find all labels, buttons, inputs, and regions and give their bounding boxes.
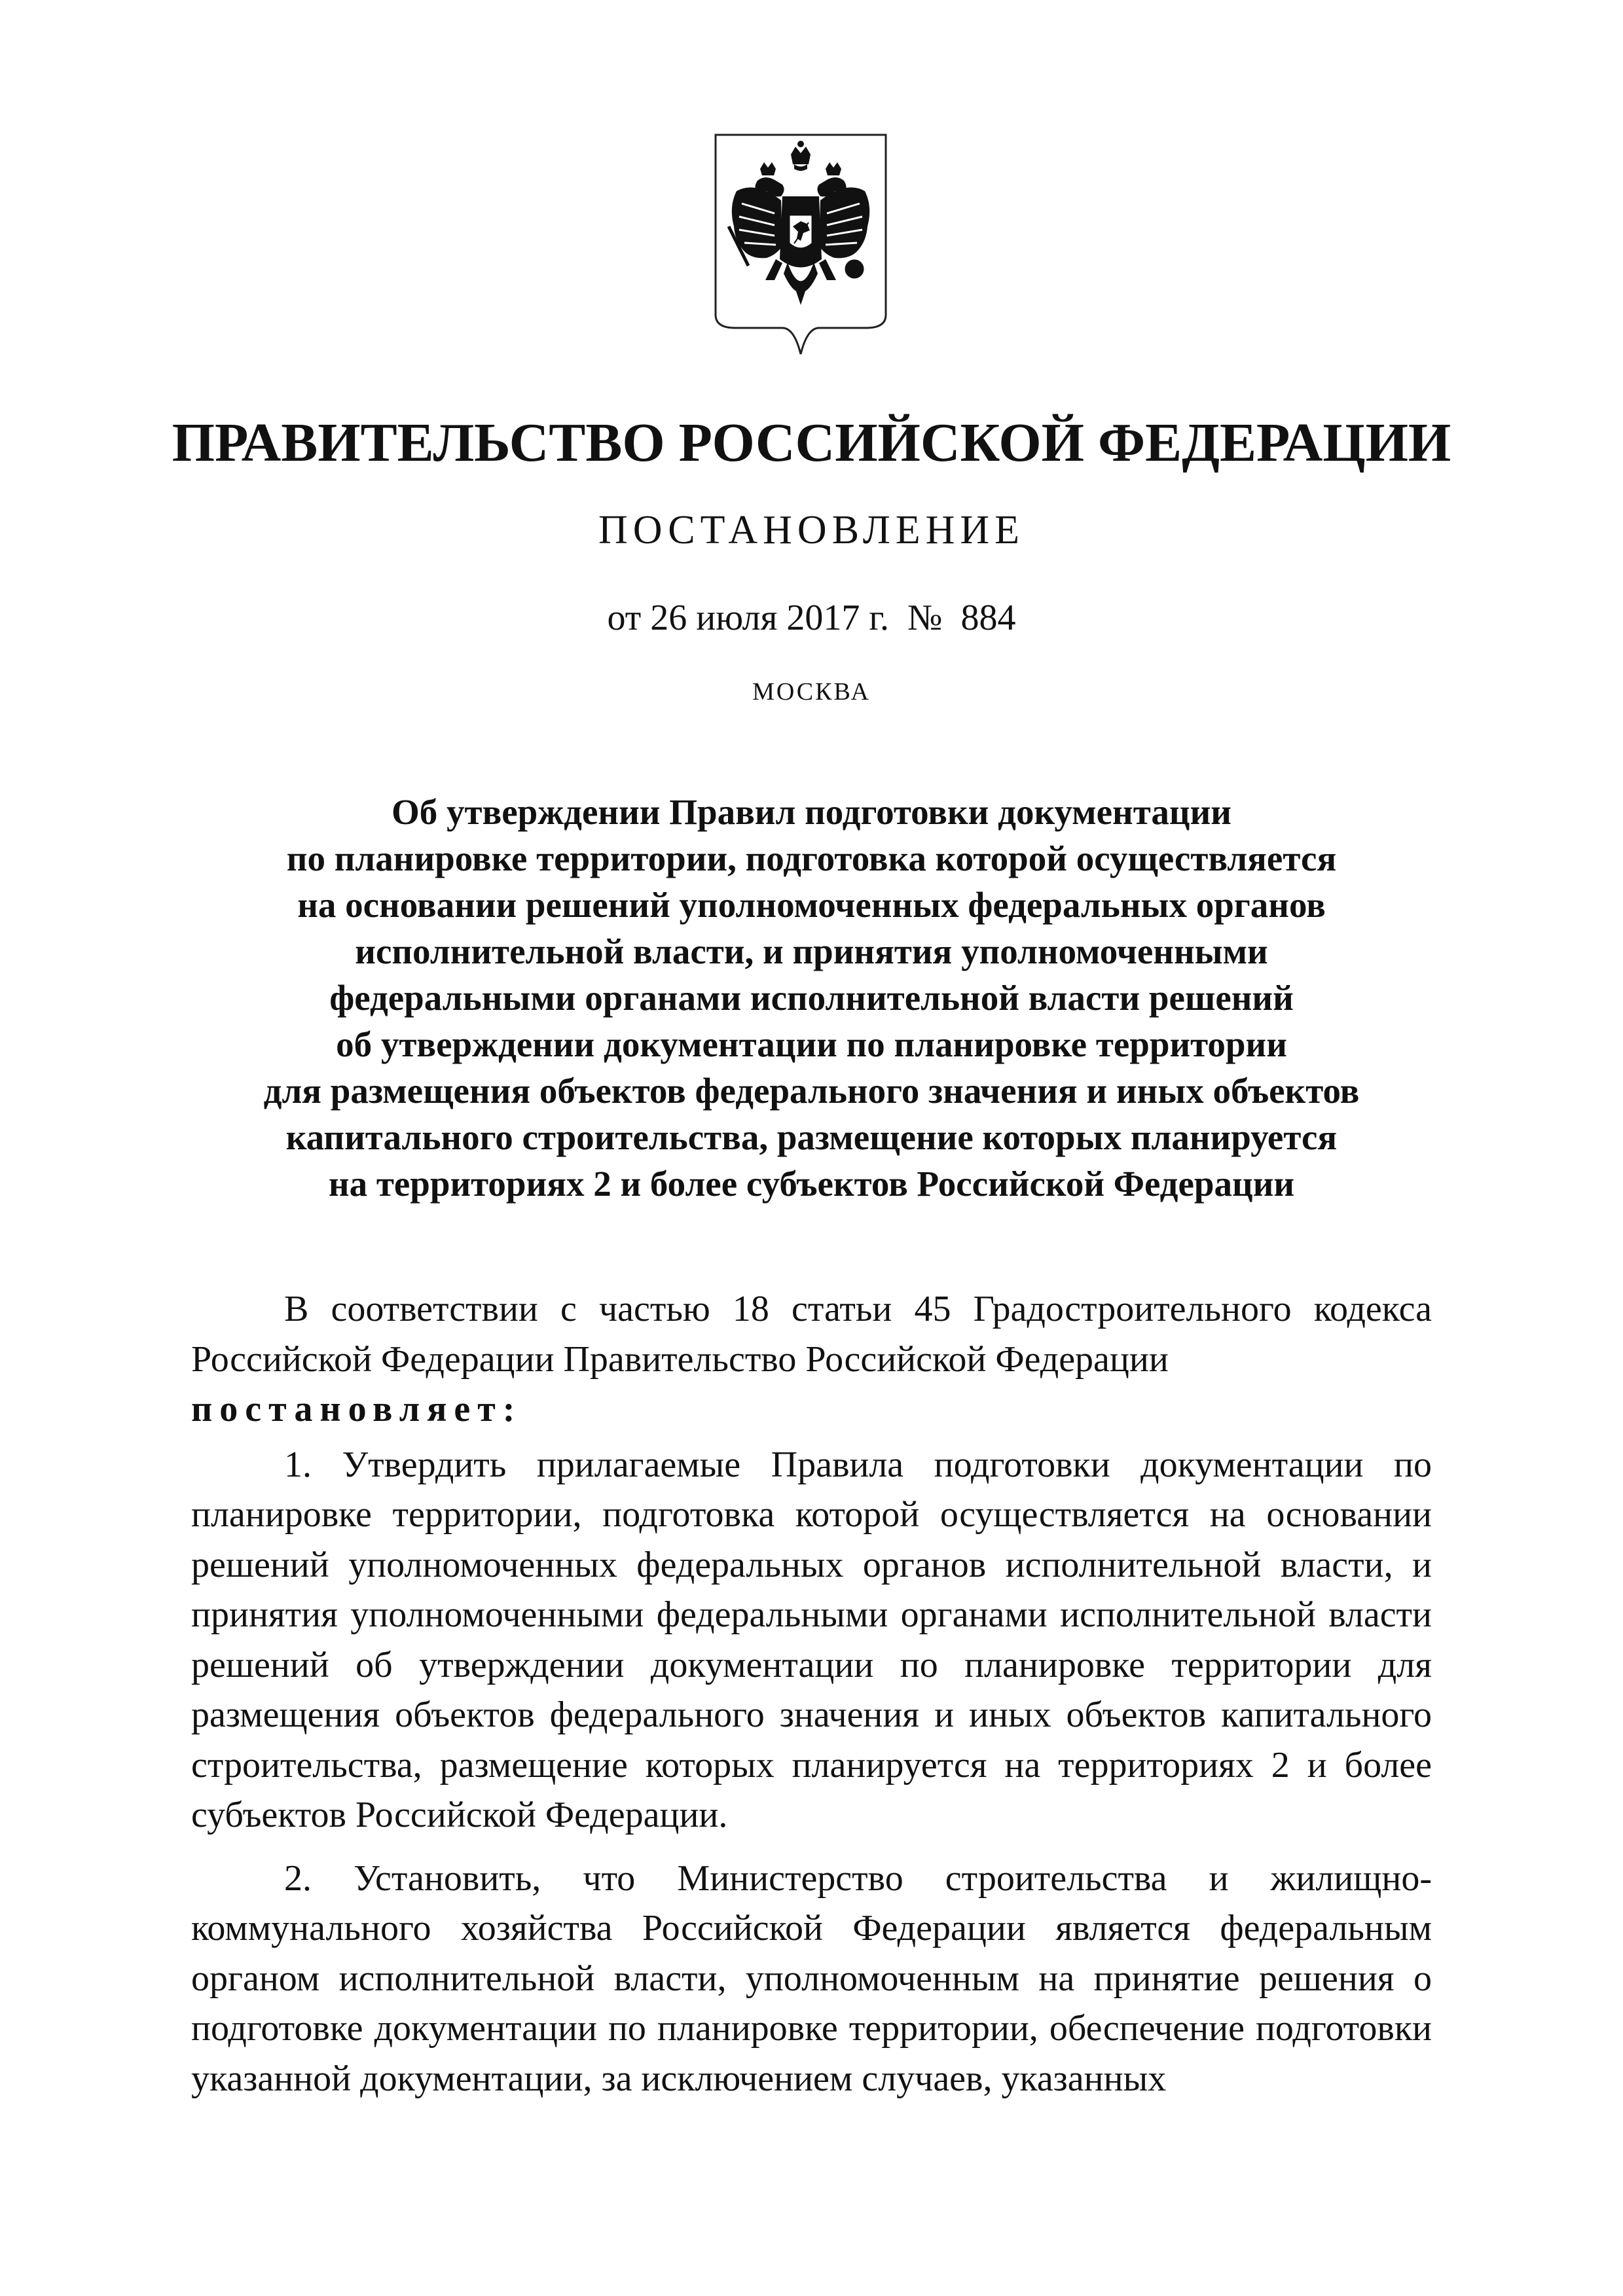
document-city: МОСКВА [752,678,871,706]
title-line: об утверждении документации по планировке территории [336,1024,1287,1064]
coat-of-arms-emblem [702,128,899,364]
title-line: Об утверждении Правил подготовки документации [392,792,1231,832]
title-line: федеральными органами исполнительной власти решений [329,978,1294,1018]
document-title [0,789,1623,1207]
document-body [191,1284,1432,2117]
double-headed-eagle-icon [702,128,899,364]
document-type: ПОСТАНОВЛЕНИЕ [598,508,1025,552]
decree-word: постановляет: [191,1389,522,1429]
title-line: для размещения объектов федерального значения и иных объектов [263,1071,1360,1111]
document-date-number: от 26 июля 2017 г. № 884 [607,598,1016,638]
title-line: на основании решений уполномоченных федеральных органов [297,885,1326,925]
government-title: ПРАВИТЕЛЬСТВО РОССИЙСКОЙ ФЕДЕРАЦИИ [172,412,1451,473]
paragraph-1: 1. Утвердить прилагаемые Правила подготовки документации по планировке территории, подготовка которой осуществляется на основании решений уполномоченных федеральных органов исполнительной власти, и принятия уполномоченными федеральными органами исполнительной власти решений об утверждении документации по планировке территории для размещения объектов федерального значения и иных объектов капитального строительства, размещение которых планируется на территориях 2 и более субъектов Российской Федерации. [191,1444,1432,1835]
title-line: капитального строительства, размещение которых планируется [285,1117,1338,1157]
title-line: на территориях 2 и более субъектов Российской Федерации [328,1164,1295,1204]
decree-word-line [191,1384,1432,1435]
title-line: исполнительной власти, и принятия уполномоченными [355,931,1268,971]
paragraph-2: 2. Установить, что Министерство строительства и жилищно-коммунального хозяйства Российской Федерации является федеральным органом исполнительной власти, уполномоченным на принятие решения о подготовке документации по планировке территории, обеспечение подготовки указанной документации, за исключением случаев, указанных [191,1857,1432,2099]
title-line: по планировке территории, подготовка которой осуществляется [286,838,1337,878]
preamble-paragraph: В соответствии с частью 18 статьи 45 Градостроительного кодекса Российской Федерации Правительство Российской Федерации [191,1289,1432,1380]
